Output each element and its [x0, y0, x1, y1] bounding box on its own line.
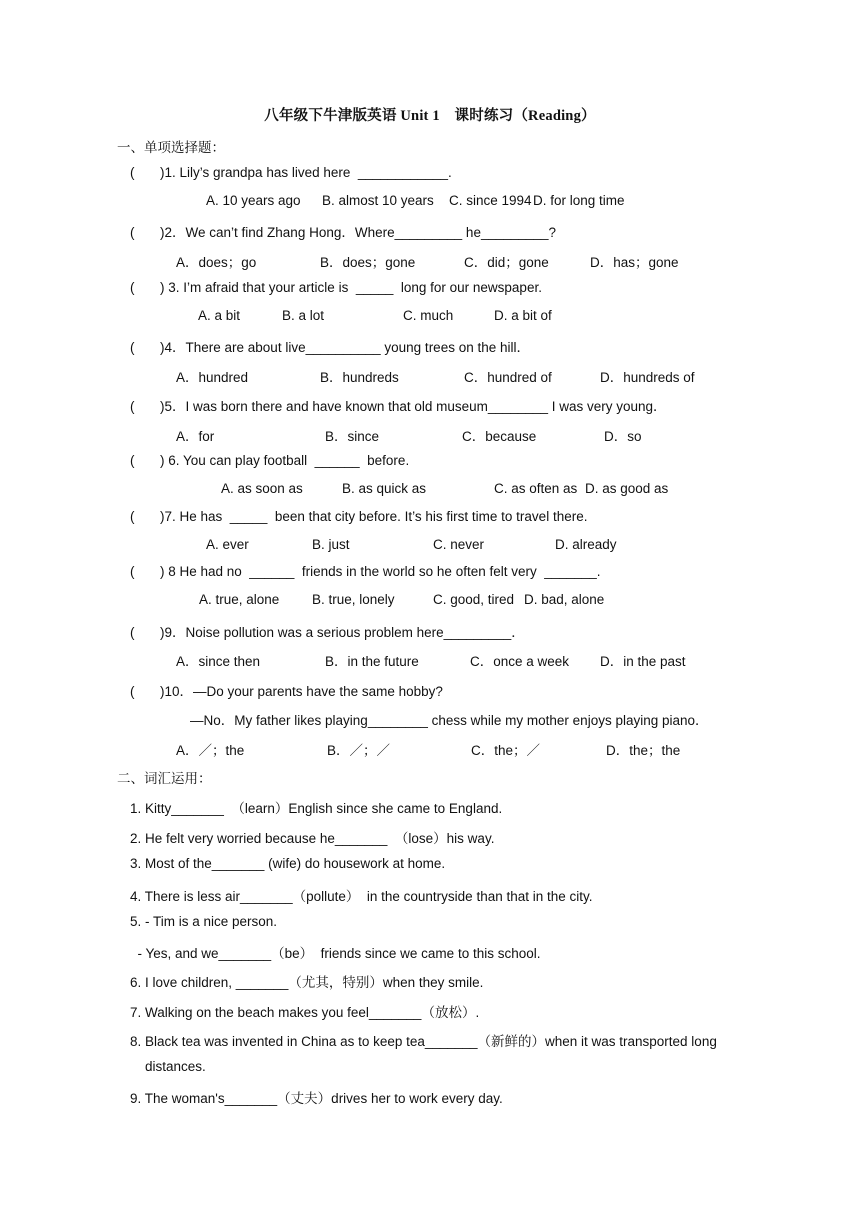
question-text: )4．There are about live__________ young trees on the hill． [160, 340, 530, 355]
question-1 [130, 165, 452, 180]
option-a: A．since then [176, 654, 261, 669]
vocab-item: 8. Black tea was invented in China as to keep tea_______（新鲜的）when it was transported long [130, 1034, 717, 1049]
option-d: D. already [555, 537, 617, 552]
option-b: B. a lot [282, 308, 325, 323]
option-c: C. never [433, 537, 485, 552]
option-a: A. 10 years ago [206, 193, 301, 208]
section-heading-choice: 一、单项选择题： [117, 140, 225, 155]
option-c: C．hundred of [464, 370, 552, 385]
option-b: B. almost 10 years [322, 193, 434, 208]
question-text: )10．—Do your parents have the same hobby? [160, 684, 443, 699]
option-c: C．did；gone [464, 255, 549, 270]
vocab-item: 1. Kitty_______ （learn）English since she came to England. [130, 801, 503, 816]
question-10 [130, 680, 443, 700]
answer-paren: ( [130, 509, 135, 524]
option-b: B. as quick as [342, 481, 427, 496]
answer-paren: ( [130, 399, 135, 414]
question-3 [130, 280, 542, 295]
answer-paren: ( [130, 453, 135, 468]
answer-paren: ( [130, 564, 135, 579]
question-text: )1. Lily’s grandpa has lived here ____________. [160, 165, 452, 180]
answer-paren: ( [130, 165, 135, 180]
section-heading-vocabulary: 二、词汇运用： [117, 771, 212, 786]
question-4 [130, 336, 530, 356]
vocab-item: 3. Most of the_______ (wife) do housework at home. [130, 856, 446, 871]
question-2 [130, 221, 556, 241]
option-d: D. a bit of [494, 308, 552, 323]
vocab-item: 2. He felt very worried because he_______ （lose）his way. [130, 831, 495, 846]
vocab-item: - Yes, and we_______（be） friends since we came to this school. [130, 946, 541, 961]
question-text: )9．Noise pollution was a serious problem here_________． [160, 625, 525, 640]
question-text: )5．I was born there and have known that old museum________ I was very young． [160, 399, 667, 414]
option-b: B．in the future [325, 654, 419, 669]
option-d: D．the；the [606, 743, 681, 758]
option-b: B. true, lonely [312, 592, 395, 607]
question-8 [130, 564, 601, 579]
option-c: C．once a week [470, 654, 570, 669]
option-a: A. ever [206, 537, 249, 552]
option-a: A．for [176, 429, 215, 444]
vocab-item: 9. The woman's_______（丈夫）drives her to work every day. [130, 1091, 503, 1106]
option-c: C. good, tired [433, 592, 515, 607]
option-d: D. as good as [585, 481, 669, 496]
option-c: C. since 1994 [449, 193, 532, 208]
option-d: D．in the past [600, 654, 686, 669]
question-text: ) 3. I’m afraid that your article is _____ long for our newspaper. [160, 280, 542, 295]
option-a: A．does；go [176, 255, 257, 270]
vocab-item: 6. I love children, _______（尤其，特别）when they smile. [130, 975, 484, 990]
option-b: B. just [312, 537, 350, 552]
question-5 [130, 395, 667, 415]
question-text-continued: —No．My father likes playing________ chess while my mother enjoys playing piano． [190, 713, 709, 728]
option-a: A. as soon as [221, 481, 303, 496]
option-b: B．since [325, 429, 380, 444]
option-a: A. true, alone [199, 592, 280, 607]
answer-paren: ( [130, 340, 135, 355]
option-b: B．hundreds [320, 370, 399, 385]
answer-paren: ( [130, 225, 135, 240]
option-a: A．／；the [176, 743, 245, 758]
answer-paren: ( [130, 280, 135, 295]
option-d: D. for long time [533, 193, 625, 208]
question-text: )7. He has _____ been that city before. It’s his first time to travel there. [160, 509, 588, 524]
vocab-item: 4. There is less air_______（pollute） in the countryside than that in the city. [130, 889, 593, 904]
question-9 [130, 621, 525, 641]
option-c: C．because [462, 429, 537, 444]
option-d: D．has；gone [590, 255, 679, 270]
vocab-item: 5. - Tim is a nice person. [130, 914, 278, 929]
vocab-item-continued: distances. [145, 1059, 206, 1074]
option-c: C．the；／ [471, 743, 541, 758]
option-d: D．hundreds of [600, 370, 695, 385]
option-d: D．so [604, 429, 642, 444]
page-title: 八年级下牛津版英语 Unit 1 课时练习（Reading） [264, 108, 596, 124]
question-text: ) 8 He had no ______ friends in the world so he often felt very _______. [160, 564, 601, 579]
question-7 [130, 509, 587, 524]
question-text: ) 6. You can play football ______ before. [160, 453, 410, 468]
option-d: D. bad, alone [524, 592, 605, 607]
option-b: B．does；gone [320, 255, 416, 270]
option-c: C. much [403, 308, 454, 323]
option-c: C. as often as [494, 481, 578, 496]
option-a: A. a bit [198, 308, 241, 323]
answer-paren: ( [130, 684, 135, 699]
question-6 [130, 453, 409, 468]
answer-paren: ( [130, 625, 135, 640]
vocab-item: 7. Walking on the beach makes you feel_______（放松）. [130, 1005, 480, 1020]
question-text: )2．We can’t find Zhang Hong．Where_________ he_________? [160, 225, 557, 240]
option-b: B．／；／ [327, 743, 391, 758]
option-a: A．hundred [176, 370, 249, 385]
